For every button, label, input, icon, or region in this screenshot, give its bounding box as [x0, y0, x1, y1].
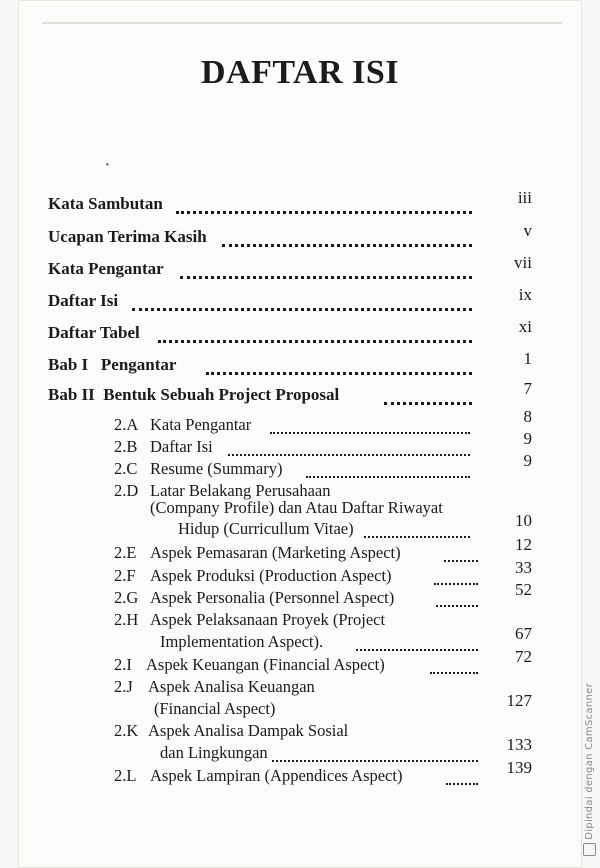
dot-leader	[132, 292, 472, 311]
toc-entry[interactable]	[0, 253, 600, 283]
subentry-number: 2.I	[114, 655, 132, 674]
toc-subentry[interactable]	[0, 451, 600, 483]
toc-page-number: 67	[515, 624, 532, 643]
toc-entry-label: Daftar Tabel	[48, 323, 140, 342]
toc-page-number: 1	[523, 349, 532, 368]
subentry-number: 2.J	[114, 677, 133, 696]
toc-subentry[interactable]	[0, 558, 600, 590]
toc-entry-label: Kata Pengantar	[48, 259, 164, 278]
subentry-continuation: Hidup (Curricullum Vitae)	[178, 519, 354, 538]
toc-page-number: 133	[506, 735, 532, 754]
subentry-label: Aspek Personalia (Personnel Aspect)	[150, 588, 395, 607]
subentry-label: Aspek Pemasaran (Marketing Aspect)	[150, 543, 401, 562]
toc-page-number: 12	[515, 535, 532, 554]
toc-entry[interactable]	[0, 221, 600, 251]
subentry-continuation: (Company Profile) dan Atau Daftar Riwayat	[150, 498, 443, 517]
subentry-label: Aspek Analisa Keuangan	[148, 677, 315, 696]
toc-page-number: ix	[518, 285, 532, 304]
subentry-number: 2.H	[114, 610, 139, 629]
toc-subentry[interactable]	[0, 535, 600, 567]
dot-leader	[434, 567, 478, 585]
subentry-number: 2.B	[114, 437, 138, 456]
subentry-continuation: Implementation Aspect).	[160, 632, 324, 651]
dot-leader	[176, 195, 472, 214]
toc-entry-label: Bab I Pengantar	[48, 355, 177, 374]
subentry-number: 2.L	[114, 766, 137, 785]
subentry-label: Resume (Summary)	[150, 459, 283, 478]
toc-entry[interactable]	[0, 188, 600, 218]
dot-leader	[228, 438, 470, 456]
bleed-through-header	[42, 0, 562, 24]
camscanner-logo-icon	[583, 843, 596, 856]
toc-entry[interactable]	[0, 379, 600, 409]
toc-page-number: 33	[515, 558, 532, 577]
dot-leader	[306, 460, 470, 478]
subentry-continuation: dan Lingkungan	[160, 743, 268, 762]
subentry-number: 2.C	[114, 459, 138, 478]
toc-page-number: 127	[506, 691, 532, 710]
toc-subentry[interactable]	[0, 758, 600, 790]
toc-page-number: xi	[518, 317, 532, 336]
scanner-watermark: Dipindai dengan CamScanner	[584, 683, 595, 840]
subentry-label: Aspek Analisa Dampak Sosial	[148, 721, 349, 740]
toc-page-number: iii	[517, 188, 532, 207]
dot-leader	[222, 228, 472, 247]
subentry-number: 2.D	[114, 481, 139, 500]
page-title: DAFTAR ISI	[200, 54, 399, 91]
dot-leader	[364, 520, 470, 538]
toc-subentry-end[interactable]	[0, 511, 600, 543]
subentry-continuation: (Financial Aspect)	[154, 699, 276, 718]
toc-subentry-end[interactable]	[0, 624, 600, 656]
dot-leader	[430, 656, 478, 674]
dot-leader	[446, 767, 478, 785]
toc-page-number: 139	[506, 758, 532, 777]
dot-leader	[206, 356, 472, 375]
dot-leader	[158, 324, 472, 343]
toc-subentry[interactable]	[0, 647, 600, 679]
toc-entry[interactable]	[0, 317, 600, 347]
toc-subentry[interactable]	[0, 610, 600, 634]
dot-leader	[384, 386, 472, 405]
toc-page-number: vii	[514, 253, 532, 272]
dot-leader	[180, 260, 472, 279]
subentry-number: 2.G	[114, 588, 139, 607]
toc-page-number: 9	[523, 429, 532, 448]
toc-subentry[interactable]	[0, 407, 600, 439]
toc-entry-label: Kata Sambutan	[48, 194, 163, 213]
subentry-label: Aspek Produksi (Production Aspect)	[150, 566, 392, 585]
toc-subentry[interactable]	[0, 580, 600, 612]
subentry-number: 2.E	[114, 543, 137, 562]
toc-entry[interactable]	[0, 285, 600, 315]
toc-page-number: 10	[515, 511, 532, 530]
subentry-label: Aspek Keuangan (Financial Aspect)	[146, 655, 385, 674]
subentry-label: Daftar Isi	[150, 437, 213, 456]
toc-page-number: 72	[515, 647, 532, 666]
dot-leader	[356, 633, 478, 651]
subentry-number: 2.F	[114, 566, 136, 585]
speck-mark: ·	[104, 154, 111, 176]
toc-entry-label: Daftar Isi	[48, 291, 119, 310]
subentry-number: 2.K	[114, 721, 139, 740]
subentry-label: Latar Belakang Perusahaan	[150, 481, 331, 500]
dot-leader	[436, 589, 478, 607]
subentry-number: 2.A	[114, 415, 139, 434]
dot-leader	[272, 744, 478, 762]
dot-leader	[444, 544, 478, 562]
toc-subentry-end[interactable]	[0, 691, 600, 723]
subentry-label: Kata Pengantar	[150, 415, 252, 434]
toc-page-number: 8	[523, 407, 532, 426]
subentry-label: Aspek Pelaksanaan Proyek (Project	[150, 610, 386, 629]
toc-entry-label: Bab II Bentuk Sebuah Project Proposal	[48, 385, 340, 404]
subentry-label: Aspek Lampiran (Appendices Aspect)	[150, 766, 403, 785]
toc-entry[interactable]	[0, 349, 600, 379]
dot-leader	[270, 416, 470, 434]
toc-page-number: 7	[523, 379, 532, 398]
toc-page-number: 9	[523, 451, 532, 470]
toc-page-number: v	[523, 221, 532, 240]
toc-subentry[interactable]	[0, 429, 600, 461]
toc-page-number: 52	[515, 580, 532, 599]
toc-entry-label: Ucapan Terima Kasih	[48, 227, 207, 246]
